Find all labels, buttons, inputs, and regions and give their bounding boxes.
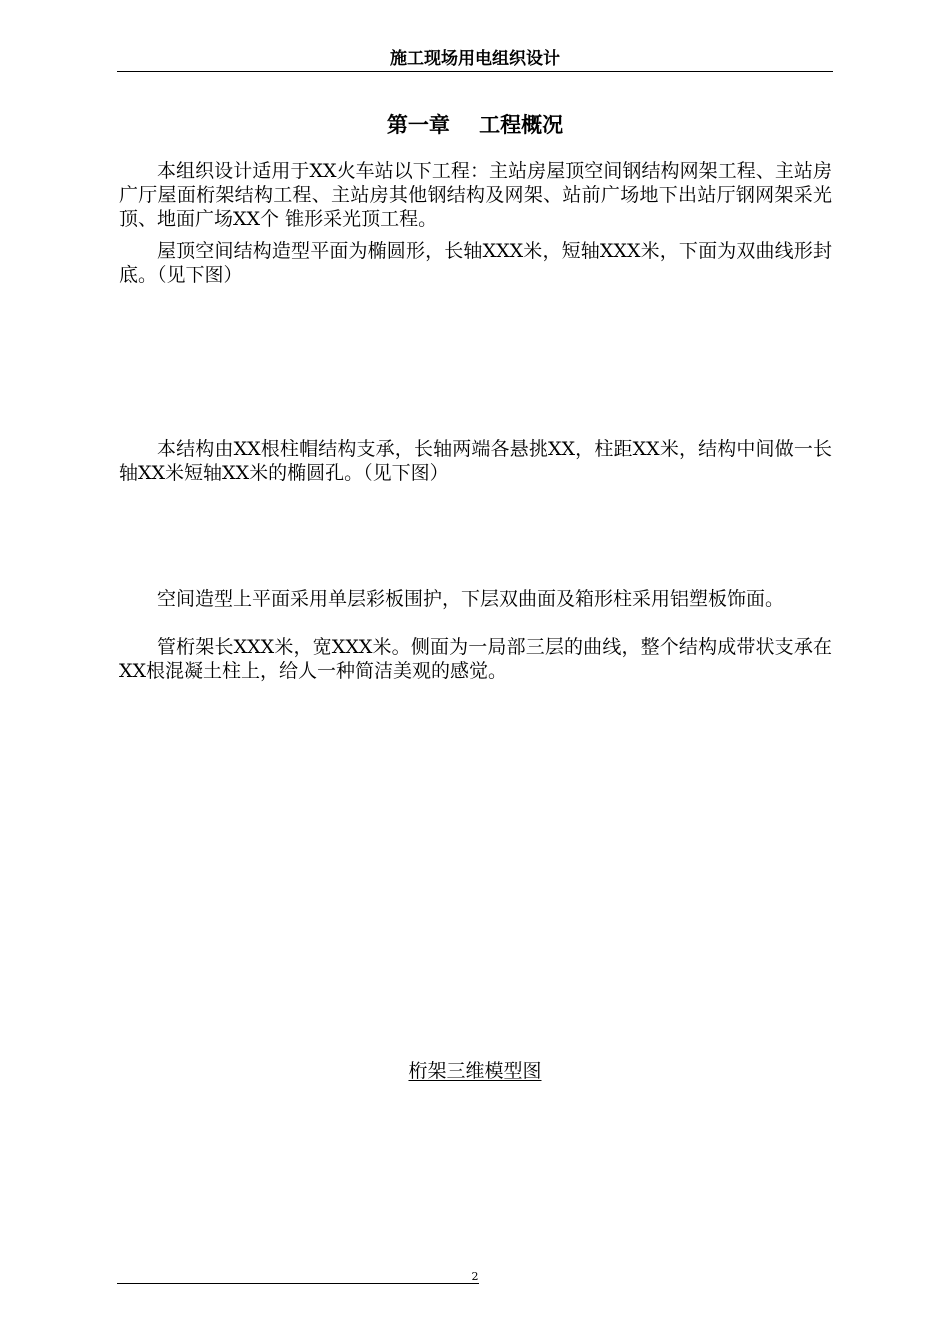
figure-caption [117, 1058, 833, 1084]
paragraph-roof-shape: 屋顶空间结构造型平面为椭圆形，长轴XXX米，短轴XXX米，下面为双曲线形封底。（见下图） [119, 240, 832, 286]
figure-caption-text: 桁架三维模型图 [408, 1060, 542, 1082]
page-number: 2 [471, 1270, 479, 1283]
paragraph-cladding: 空间造型上平面采用单层彩板围护，下层双曲面及箱形柱采用铝塑板饰面。 [157, 588, 785, 610]
footer-divider [117, 1283, 479, 1284]
chapter-title: 第一章 工程概况 [386, 113, 564, 137]
paragraph-scope: 本组织设计适用于XX火车站以下工程：主站房屋顶空间钢结构网架工程、主站房广厅屋面桁架结构工程、主站房其他钢结构及网架、站前广场地下出站厅钢网架采光顶、地面广场XX个 锥形采光顶工程。 [119, 160, 832, 230]
header-title: 施工现场用电组织设计 [390, 49, 560, 69]
paragraph-column-support: 本结构由XX根柱帽结构支承，长轴两端各悬挑XX，柱距XX米，结构中间做一长轴XX米短轴XX米的椭圆孔。（见下图） [119, 438, 832, 484]
paragraph-truss: 管桁架长XXX米，宽XXX米。侧面为一局部三层的曲线，整个结构成带状支承在XX根混凝土柱上，给人一种简洁美观的感觉。 [119, 636, 832, 682]
header-divider [117, 71, 833, 72]
